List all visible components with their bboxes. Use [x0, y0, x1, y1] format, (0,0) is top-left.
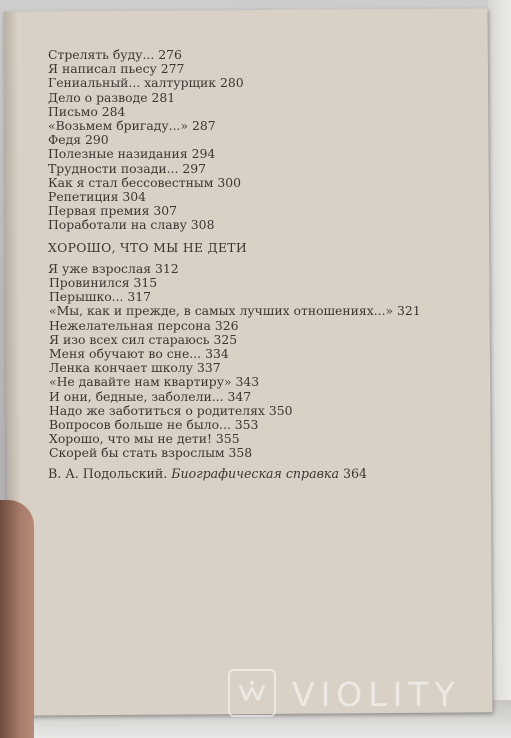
toc-entry: Стрелять буду... 276	[48, 47, 182, 62]
toc-entry: Вопросов больше не было... 353	[49, 417, 259, 433]
watermark	[228, 669, 498, 717]
toc-entry: Репетиция 304	[48, 189, 147, 205]
toc-entry: Гениальный... халтурщик 280	[48, 75, 244, 91]
bio-title: Биографическая справка	[171, 465, 339, 481]
toc-entry: Первая премия 307	[48, 203, 178, 219]
toc-entry: Надо же заботиться о родителях 350	[49, 402, 293, 418]
toc-entry: Федя 290	[48, 132, 109, 148]
section-title: ХОРОШО, ЧТО МЫ НЕ ДЕТИ	[48, 239, 247, 255]
toc-entry: Письмо 284	[48, 103, 126, 119]
toc-entry: Дело о разводе 281	[48, 89, 176, 105]
watermark-logo-icon	[228, 669, 276, 717]
toc-entry: «Возьмем бригаду...» 287	[48, 118, 216, 134]
thumb	[0, 500, 34, 738]
toc-entry: Поработали на славу 308	[48, 217, 215, 233]
toc-entry: Хорошо, что мы не дети! 355	[49, 431, 240, 447]
toc-entry: Перышко... 317	[49, 289, 152, 305]
bio-entry	[48, 467, 478, 481]
toc-entry: Нежелательная персона 326	[49, 317, 239, 333]
toc-entry: Я изо всех сил стараюсь 325	[49, 331, 238, 347]
toc-entry: «Мы, как и прежде, в самых лучших отношениях...» 321	[49, 303, 421, 319]
toc-entry: Полезные назидания 294	[48, 146, 216, 162]
toc-entry: Я написал пьесу 277	[48, 61, 185, 77]
toc-entry: Ленка кончает школу 337	[49, 360, 221, 376]
table-of-contents	[48, 48, 478, 481]
toc-entry: Скорей бы стать взрослым 358	[49, 445, 253, 461]
bio-page: 364	[342, 465, 368, 481]
toc-entry: Провинился 315	[49, 275, 158, 291]
toc-entry: Трудности позади... 297	[48, 160, 206, 176]
bio-author: В. А. Подольский.	[48, 465, 168, 481]
spacer	[48, 233, 478, 237]
toc-entry: Меня обучают во сне... 334	[49, 346, 229, 362]
toc-entry: Я уже взрослая 312	[48, 260, 179, 276]
toc-entry: Как я стал бессовестным 300	[48, 174, 241, 190]
toc-entry: «Не давайте нам квартиру» 343	[49, 374, 260, 390]
toc-entry: И они, бедные, заболели... 347	[49, 388, 252, 404]
watermark-text: VIOLITY	[292, 675, 461, 714]
